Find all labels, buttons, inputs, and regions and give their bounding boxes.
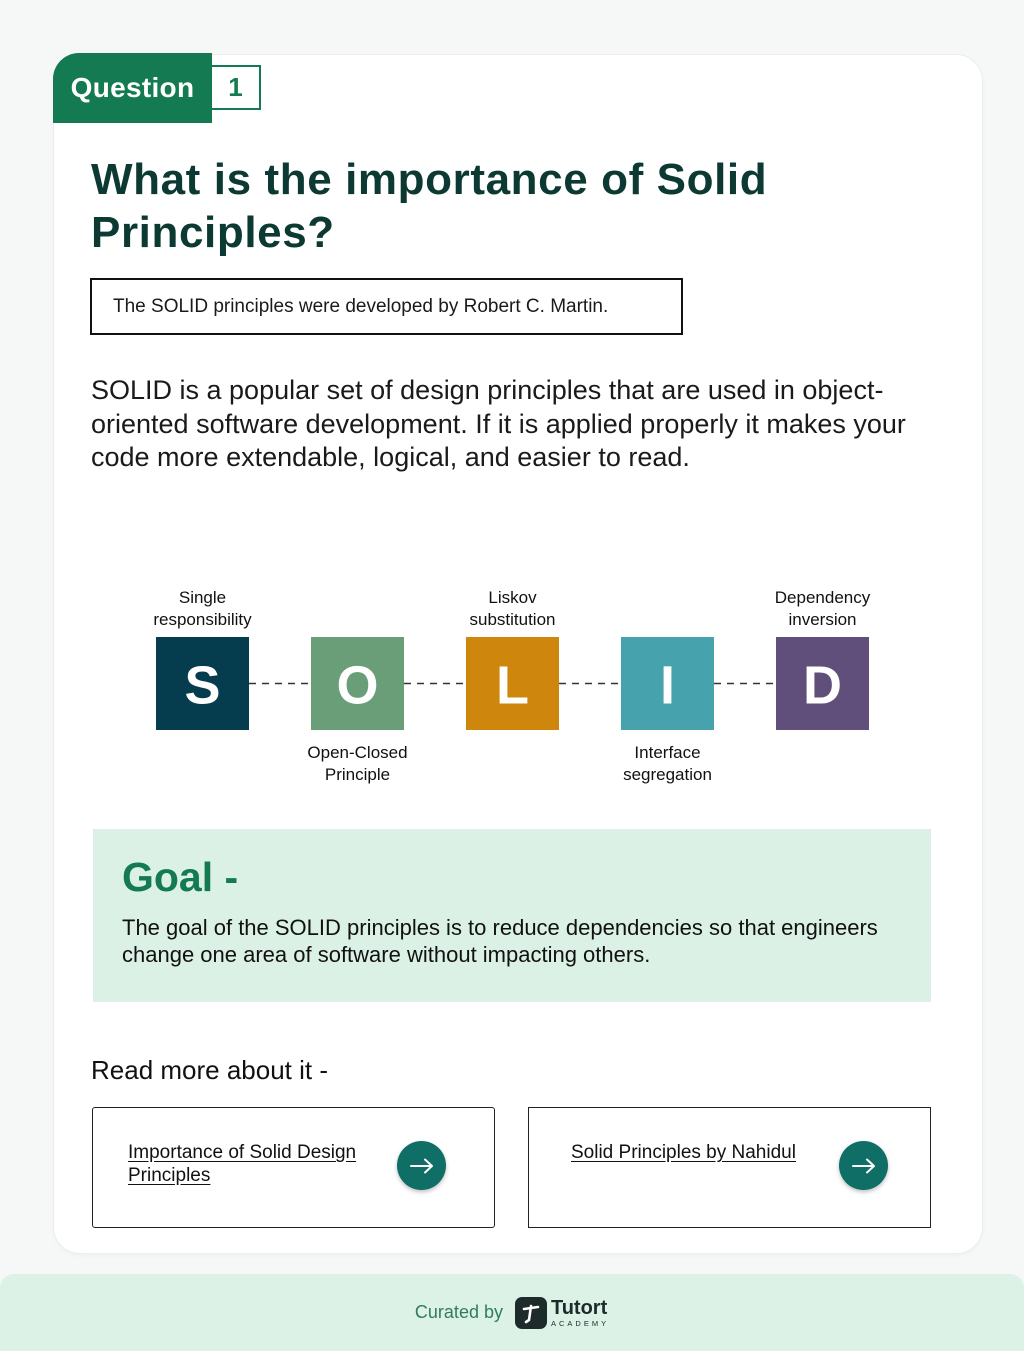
solid-label-d: Dependency — [774, 588, 871, 607]
question-tab-label: Question — [70, 72, 195, 103]
solid-letter-d: D — [803, 655, 842, 716]
solid-label-l: substitution — [469, 610, 556, 629]
solid-label-i: segregation — [623, 765, 712, 784]
credit-note-text: The SOLID principles were developed by Robert C. Martin. — [113, 295, 609, 317]
page-title: What is the importance of Solid Principles? — [91, 155, 768, 257]
link-card-nahidul[interactable] — [528, 1107, 931, 1228]
link-importance-of-solid[interactable]: Importance of Solid Design Principles — [128, 1142, 357, 1186]
solid-letter-i: I — [659, 655, 676, 716]
read-more-heading: Read more about it - — [91, 1055, 329, 1085]
question-number-value: 1 — [228, 72, 243, 102]
goal-box — [93, 829, 931, 1002]
brand-name: Tutort — [550, 1296, 608, 1319]
arrow-right-icon[interactable] — [839, 1141, 888, 1190]
tutort-logo-icon — [515, 1297, 547, 1329]
goal-title: Goal - — [122, 854, 239, 900]
brand-subtitle: ACADEMY — [550, 1318, 610, 1328]
solid-label-i: Interface — [634, 743, 701, 762]
solid-label-s: Single — [178, 588, 227, 607]
tutort-logo — [551, 1298, 609, 1328]
solid-letter-l: L — [496, 655, 529, 716]
solid-label-o: Open-Closed — [307, 743, 408, 762]
footer — [0, 1274, 1024, 1351]
intro-paragraph: SOLID is a popular set of design principles that are used in object-oriented software development. If it is applied properly it makes your code more extendable, logical, and easier to read. — [91, 375, 906, 472]
solid-letter-o: O — [336, 655, 379, 716]
link-card-importance[interactable] — [92, 1107, 495, 1228]
link-solid-by-nahidul[interactable]: Solid Principles by Nahidul — [571, 1142, 796, 1163]
solid-label-l: Liskov — [488, 588, 537, 607]
solid-label-d: inversion — [788, 610, 857, 629]
solid-label-o: Principle — [324, 765, 391, 784]
curated-by-label: Curated by — [414, 1302, 503, 1322]
arrow-right-icon[interactable] — [397, 1141, 446, 1190]
solid-label-s: responsibility — [153, 610, 252, 629]
goal-text: The goal of the SOLID principles is to reduce dependencies so that engineers change one area of software without impacting others. — [122, 915, 878, 967]
solid-letter-s: S — [184, 655, 221, 716]
